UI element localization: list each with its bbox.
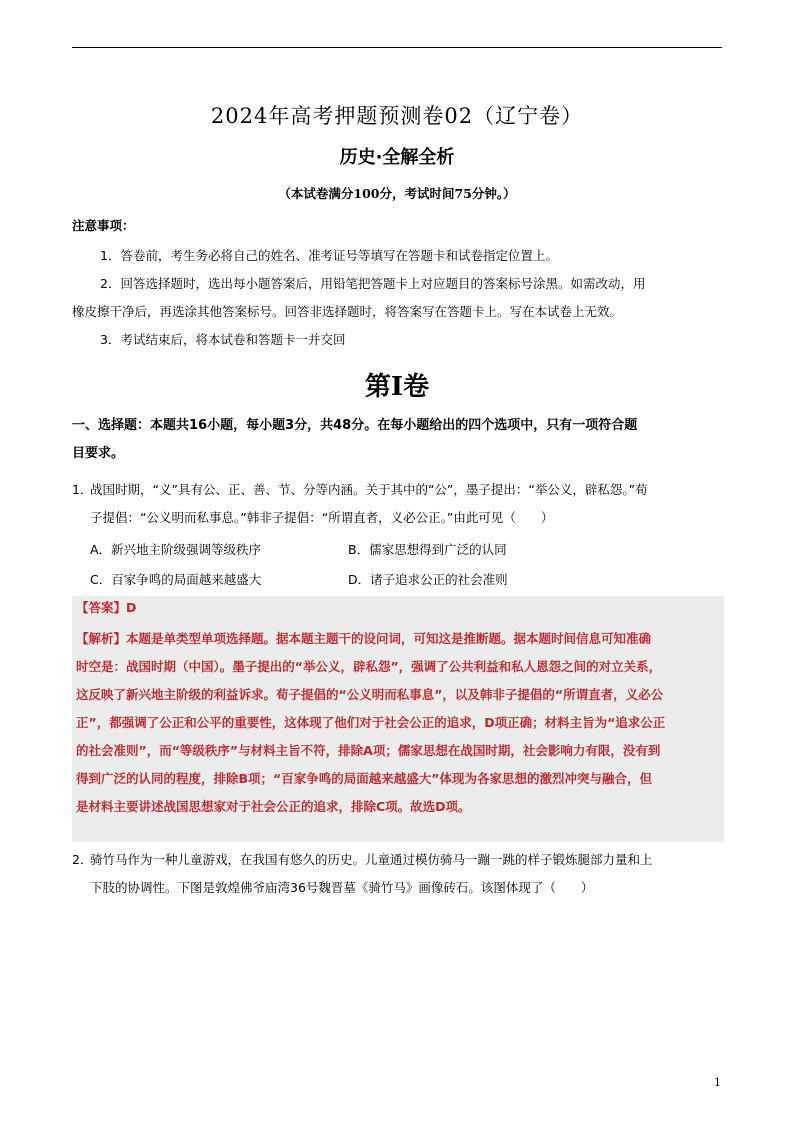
analysis-line: 得到广泛的认同的程度，排除B项；“百家争鸣的局面越来越盛大”体现为各家思想的激烈冲突与融合，但 xyxy=(76,771,652,786)
question-1-number: 1． xyxy=(72,482,93,497)
exam-subtitle: 历史·全解全析 xyxy=(339,147,455,168)
notice-item-2-line-1: 2．回答选择题时，选出每小题答案后，用铅笔把答题卡上对应题目的答案标号涂黑。如需改动，用 xyxy=(100,276,646,291)
analysis-line: 是材料主要讲述战国思想家对于社会公正的追求，排除C项。故选D项。 xyxy=(76,799,471,814)
question-2-line-2: 下肢的协调性。下图是敦煌佛爷庙湾36号魏晋墓《骑竹马》画像砖石。该图体现了（ ） xyxy=(90,880,594,895)
answer-label: 【答案】D xyxy=(76,600,137,615)
notice-item-2-line-2: 橡皮擦干净后，再选涂其他答案标号。回答非选择题时，将答案写在答题卡上。写在本试卷上无效。 xyxy=(72,304,623,319)
analysis-line: 正”，都强调了公正和公平的重要性，这体现了他们对于社会公正的追求，D项正确；材料主旨为“追求公正 xyxy=(76,715,666,730)
exam-info: （本试卷满分100分，考试时间75分钟。） xyxy=(278,186,516,201)
question-1 xyxy=(72,476,722,532)
volume-title: 第Ⅰ卷 xyxy=(364,372,430,402)
exam-title: 2024年高考押题预测卷02（辽宁卷） xyxy=(210,104,584,128)
notice-item-3: 3．考试结束后，将本试卷和答题卡一并交回 xyxy=(100,332,346,347)
option-a[interactable]: A．新兴地主阶级强调等级秩序 xyxy=(90,542,262,557)
question-2 xyxy=(72,846,722,902)
analysis-line: 这反映了新兴地主阶级的利益诉求。荀子提倡的“公义明而私事息”，以及韩非子提倡的“所谓直者，义必公 xyxy=(76,687,664,702)
section-intro-line-1: 一、选择题：本题共16小题，每小题3分，共48分。在每小题给出的四个选项中，只有一项符合题 xyxy=(72,418,638,433)
question-2-number: 2． xyxy=(72,852,93,867)
analysis-line: 的社会准则”，而“等级秩序”与材料主旨不符，排除A项；儒家思想在战国时期，社会影响力有限，没有到 xyxy=(76,743,661,758)
section-intro-line-2: 目要求。 xyxy=(72,446,125,461)
analysis-line: 【解析】本题是单类型单项选择题。据本题主题干的设问词，可知这是推断题。据本题时间信息可知准确 xyxy=(76,631,652,646)
analysis-line: 时空是：战国时期（中国）。墨子提出的“举公义，辟私怨”，强调了公共利益和私人恩怨之间的对立关系， xyxy=(76,659,662,674)
option-b[interactable]: B．儒家思想得到广泛的认同 xyxy=(348,542,507,557)
section-intro xyxy=(72,412,722,468)
page-number: 1 xyxy=(714,1076,721,1089)
notice-item-1: 1．答卷前，考生务必将自己的姓名、准考证号等填写在答题卡和试卷指定位置上。 xyxy=(100,248,558,263)
question-1-line-1: 战国时期，“义”具有公、正、善、节、分等内涵。关于其中的“公”，墨子提出：“举公义，辟私怨。”荀 xyxy=(90,482,648,497)
option-c[interactable]: C．百家争鸣的局面越来越盛大 xyxy=(90,572,262,587)
analysis-text xyxy=(76,625,722,821)
notice-heading: 注意事项： xyxy=(72,218,135,233)
question-1-line-2: 子提倡：“公义明而私事息。”韩非子提倡：“所谓直者，义必公正。”由此可见（ ） xyxy=(90,510,554,525)
question-2-line-1: 骑竹马作为一种儿童游戏，在我国有悠久的历史。儿童通过模仿骑马一蹦一跳的样子锻炼腿部力量和上 xyxy=(90,852,653,867)
option-d[interactable]: D．诸子追求公正的社会准则 xyxy=(348,572,508,587)
notice-list xyxy=(72,242,722,354)
header-rule xyxy=(72,47,722,48)
